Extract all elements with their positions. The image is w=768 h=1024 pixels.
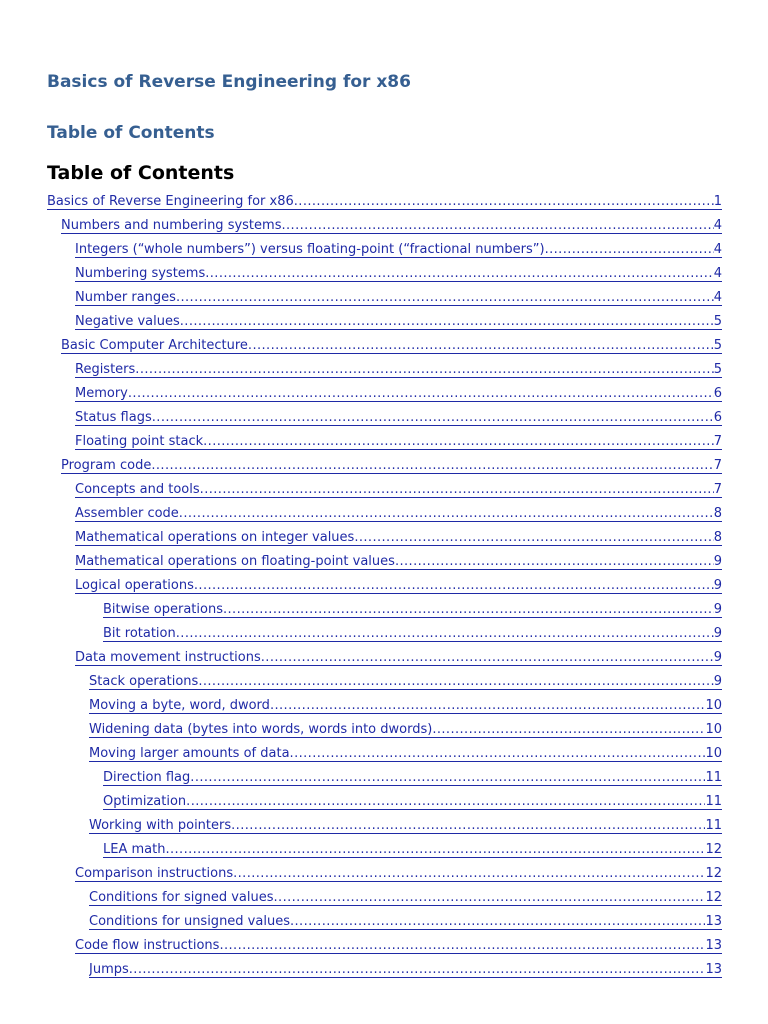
- toc-entry[interactable]: [0, 288, 768, 312]
- toc-entry[interactable]: [0, 480, 768, 504]
- toc-entry-text: Floating point stack: [75, 434, 204, 449]
- dot-leader: [205, 266, 713, 282]
- toc-entry[interactable]: [0, 240, 768, 264]
- toc-page-number: 4: [713, 290, 722, 305]
- toc-link[interactable]: [75, 360, 722, 384]
- toc-page-number: 6: [713, 386, 722, 401]
- toc-link[interactable]: [61, 216, 722, 240]
- toc-link[interactable]: [89, 744, 722, 768]
- toc-page-number: 13: [705, 938, 722, 953]
- toc-link[interactable]: [103, 600, 722, 624]
- document-title: Basics of Reverse Engineering for x86: [47, 72, 411, 92]
- toc-page-number: 7: [713, 434, 722, 449]
- dot-leader: [233, 866, 705, 882]
- toc-entry-text: Mathematical operations on floating-point values: [75, 554, 395, 569]
- toc-entry-text: Basic Computer Architecture: [61, 338, 248, 353]
- dot-leader: [203, 434, 714, 450]
- toc-link[interactable]: [103, 840, 722, 864]
- toc-entry-text: Memory: [75, 386, 128, 401]
- toc-entry[interactable]: [0, 720, 768, 744]
- toc-page-number: 10: [705, 722, 722, 737]
- toc-link[interactable]: [103, 792, 722, 816]
- toc-page-number: 7: [713, 458, 722, 473]
- toc-entry[interactable]: [0, 648, 768, 672]
- toc-entry-text: Jumps: [89, 962, 129, 977]
- toc-link[interactable]: [89, 696, 722, 720]
- toc-page-number: 4: [713, 266, 722, 281]
- toc-page-number: 5: [713, 314, 722, 329]
- toc-link[interactable]: [89, 720, 722, 744]
- toc-entry[interactable]: [0, 936, 768, 960]
- toc-page-number: 4: [713, 242, 722, 257]
- toc-heading-styled: Table of Contents: [47, 123, 215, 143]
- toc-page-number: 7: [713, 482, 722, 497]
- toc-entry[interactable]: [0, 744, 768, 768]
- toc-link[interactable]: [75, 264, 722, 288]
- toc-link[interactable]: [75, 864, 722, 888]
- toc-link[interactable]: [75, 288, 722, 312]
- toc-page-number: 9: [713, 650, 722, 665]
- dot-leader: [186, 794, 705, 810]
- dot-leader: [151, 458, 713, 474]
- toc-page-number: 9: [713, 626, 722, 641]
- toc-page-number: 11: [705, 818, 722, 833]
- toc-page-number: 4: [713, 218, 722, 233]
- dot-leader: [270, 698, 706, 714]
- toc-entry-text: Working with pointers: [89, 818, 232, 833]
- toc-heading: Table of Contents: [47, 162, 235, 184]
- dot-leader: [261, 650, 714, 666]
- dot-leader: [281, 218, 713, 234]
- toc-link[interactable]: [89, 912, 722, 936]
- dot-leader: [165, 842, 705, 858]
- toc-link[interactable]: [75, 408, 722, 432]
- toc-entry[interactable]: [0, 792, 768, 816]
- toc-entry[interactable]: [0, 624, 768, 648]
- toc-page-number: 6: [713, 410, 722, 425]
- toc-link[interactable]: [103, 768, 722, 792]
- dot-leader: [200, 482, 714, 498]
- dot-leader: [129, 962, 706, 978]
- toc-entry[interactable]: [0, 840, 768, 864]
- toc-page-number: 1: [713, 194, 722, 209]
- dot-leader: [179, 506, 714, 522]
- dot-leader: [190, 770, 705, 786]
- toc-entry-text: Code flow instructions: [75, 938, 220, 953]
- dot-leader: [231, 818, 705, 834]
- toc-entry-text: Logical operations: [75, 578, 194, 593]
- toc-page-number: 8: [713, 506, 722, 521]
- toc-link[interactable]: [75, 528, 722, 552]
- toc-entry-text: Concepts and tools: [75, 482, 200, 497]
- toc-entry-text: Bit rotation: [103, 626, 176, 641]
- dot-leader: [135, 362, 713, 378]
- dot-leader: [198, 674, 713, 690]
- dot-leader: [248, 338, 714, 354]
- toc-entry[interactable]: [0, 672, 768, 696]
- toc-entry-text: Direction flag: [103, 770, 191, 785]
- toc-entry-text: Moving larger amounts of data: [89, 746, 290, 761]
- toc-entry[interactable]: [0, 384, 768, 408]
- dot-leader: [274, 890, 706, 906]
- toc-link[interactable]: [75, 576, 722, 600]
- toc-link[interactable]: [75, 648, 722, 672]
- toc-link[interactable]: [75, 504, 722, 528]
- toc-link[interactable]: [75, 384, 722, 408]
- toc-page-number: 11: [705, 770, 722, 785]
- toc-page-number: 5: [713, 338, 722, 353]
- toc-page-number: 9: [713, 602, 722, 617]
- toc-entry[interactable]: [0, 552, 768, 576]
- toc-entry[interactable]: [0, 456, 768, 480]
- toc-entry-text: Optimization: [103, 794, 187, 809]
- toc-entry[interactable]: [0, 816, 768, 840]
- toc-entry-text: Basics of Reverse Engineering for x86: [47, 194, 294, 209]
- toc-link[interactable]: [75, 552, 722, 576]
- dot-leader: [354, 530, 713, 546]
- toc-entry[interactable]: [0, 216, 768, 240]
- toc-link[interactable]: [103, 624, 722, 648]
- toc-entry[interactable]: [0, 360, 768, 384]
- toc-page-number: 10: [705, 746, 722, 761]
- toc-entry-text: Number ranges: [75, 290, 176, 305]
- toc-link[interactable]: [75, 936, 722, 960]
- toc-link[interactable]: [47, 192, 722, 216]
- dot-leader: [219, 938, 705, 954]
- toc-entry[interactable]: [0, 504, 768, 528]
- toc-entry-text: Assembler code: [75, 506, 179, 521]
- toc-page-number: 13: [705, 962, 722, 977]
- toc-entry-text: Numbering systems: [75, 266, 206, 281]
- toc-page-number: 12: [705, 890, 722, 905]
- toc-entry[interactable]: [0, 888, 768, 912]
- toc-entry[interactable]: [0, 528, 768, 552]
- toc-entry[interactable]: [0, 864, 768, 888]
- toc-page-number: 9: [713, 578, 722, 593]
- toc-entry[interactable]: [0, 408, 768, 432]
- toc-page-number: 11: [705, 794, 722, 809]
- toc-link[interactable]: [75, 240, 722, 264]
- toc-entry-text: LEA math: [103, 842, 166, 857]
- toc-page-number: 12: [705, 866, 722, 881]
- toc-entry[interactable]: [0, 312, 768, 336]
- toc-link[interactable]: [75, 432, 722, 456]
- toc-entry-text: Registers: [75, 362, 136, 377]
- toc-page-number: 9: [713, 554, 722, 569]
- toc-entry[interactable]: [0, 192, 768, 216]
- toc-link[interactable]: [89, 888, 722, 912]
- toc-entry[interactable]: [0, 960, 768, 984]
- toc-entry[interactable]: [0, 576, 768, 600]
- toc-page-number: 5: [713, 362, 722, 377]
- toc-entry-text: Bitwise operations: [103, 602, 223, 617]
- dot-leader: [176, 626, 714, 642]
- dot-leader: [223, 602, 714, 618]
- toc-entry[interactable]: [0, 336, 768, 360]
- dot-leader: [128, 386, 714, 402]
- toc-entry[interactable]: [0, 768, 768, 792]
- table-of-contents: [0, 192, 768, 984]
- toc-page-number: 10: [705, 698, 722, 713]
- toc-entry-text: Moving a byte, word, dword: [89, 698, 270, 713]
- toc-entry-text: Conditions for signed values: [89, 890, 274, 905]
- toc-entry-text: Comparison instructions: [75, 866, 234, 881]
- toc-page-number: 9: [713, 674, 722, 689]
- toc-link[interactable]: [61, 336, 722, 360]
- toc-link[interactable]: [89, 960, 722, 984]
- toc-page-number: 8: [713, 530, 722, 545]
- toc-link[interactable]: [75, 480, 722, 504]
- toc-link[interactable]: [61, 456, 722, 480]
- dot-leader: [180, 314, 714, 330]
- toc-entry-text: Status flags: [75, 410, 152, 425]
- toc-entry-text: Widening data (bytes into words, words into dwords): [89, 722, 433, 737]
- toc-entry[interactable]: [0, 264, 768, 288]
- toc-entry-text: Numbers and numbering systems: [61, 218, 282, 233]
- dot-leader: [152, 410, 714, 426]
- dot-leader: [545, 242, 714, 258]
- toc-link[interactable]: [75, 312, 722, 336]
- toc-page-number: 12: [705, 842, 722, 857]
- toc-entry[interactable]: [0, 912, 768, 936]
- toc-entry-text: Conditions for unsigned values: [89, 914, 290, 929]
- dot-leader: [294, 194, 714, 210]
- toc-page-number: 13: [705, 914, 722, 929]
- toc-entry-text: Negative values: [75, 314, 180, 329]
- toc-entry-text: Mathematical operations on integer values: [75, 530, 355, 545]
- toc-entry[interactable]: [0, 696, 768, 720]
- toc-link[interactable]: [89, 672, 722, 696]
- dot-leader: [176, 290, 714, 306]
- toc-entry-text: Integers (“whole numbers”) versus floating-point (“fractional numbers”): [75, 242, 545, 257]
- toc-entry[interactable]: [0, 432, 768, 456]
- toc-link[interactable]: [89, 816, 722, 840]
- toc-entry-text: Data movement instructions: [75, 650, 261, 665]
- dot-leader: [290, 746, 706, 762]
- toc-entry-text: Program code: [61, 458, 152, 473]
- dot-leader: [395, 554, 714, 570]
- toc-entry[interactable]: [0, 600, 768, 624]
- dot-leader: [290, 914, 705, 930]
- dot-leader: [194, 578, 714, 594]
- dot-leader: [432, 722, 705, 738]
- toc-entry-text: Stack operations: [89, 674, 199, 689]
